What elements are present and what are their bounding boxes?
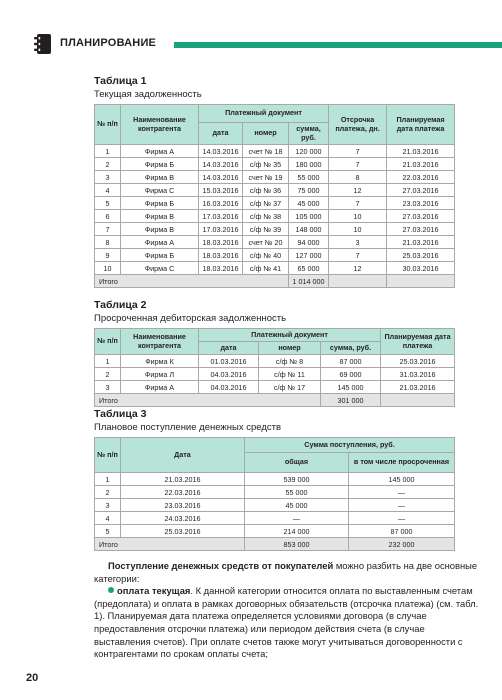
cell: 9 — [95, 249, 121, 262]
cell: 87 000 — [321, 355, 381, 368]
table2-subtitle: Просроченная дебиторская задолженность — [94, 313, 287, 324]
col-num: № п/п — [95, 105, 121, 145]
cell: 25.03.2016 — [381, 355, 455, 368]
cell: 04.03.2016 — [199, 368, 259, 381]
cell: 14.03.2016 — [199, 145, 243, 158]
col-number: номер — [259, 342, 321, 355]
cell: Фирма А — [121, 381, 199, 394]
cell: 1 — [95, 473, 121, 486]
cell: 55 000 — [245, 486, 349, 499]
col-date: дата — [199, 342, 259, 355]
table1-caption: Таблица 1 — [94, 75, 147, 87]
page-header — [24, 32, 502, 58]
cell: 10 — [95, 262, 121, 275]
paragraph-current-payment — [94, 585, 479, 661]
cell: Фирма Б — [121, 158, 199, 171]
col-planned: Планируемая дата платежа — [387, 105, 455, 145]
cell: 45 000 — [289, 197, 329, 210]
table-row — [95, 486, 455, 499]
cell: Фирма С — [121, 262, 199, 275]
paragraph-text: . К данной категории относится оплата по выставленным счетам (предоплата) и оплата в рамках договорных обязательств (отсрочка платежа) (см. табл. 1). Планируемая дата платежа определяется условиями договора (в случае предоставления отсрочки платежа) или периодом действия счета (в случае выставления счетов). При оплате счетов также могут учитываться договоренности с контрагентами по срокам оплаты счета; — [94, 585, 479, 660]
table-overdue-receivables — [94, 328, 455, 407]
cell: — — [349, 486, 455, 499]
total-row — [95, 275, 455, 288]
cell: 17.03.2016 — [199, 223, 243, 236]
cell: 21.03.2016 — [381, 381, 455, 394]
col-name: Наименование контрагента — [121, 105, 199, 145]
table-row — [95, 197, 455, 210]
col-sum: Сумма поступления, руб. — [245, 438, 455, 453]
cell: 7 — [95, 223, 121, 236]
cell: 3 — [329, 236, 387, 249]
cell: 120 000 — [289, 145, 329, 158]
total-value: 1 014 000 — [289, 275, 329, 288]
col-planned: Планируемая дата платежа — [381, 329, 455, 355]
cell: 145 000 — [321, 381, 381, 394]
bullet-icon — [108, 587, 114, 593]
table2-caption: Таблица 2 — [94, 299, 147, 311]
cell: — — [245, 512, 349, 525]
cell: 22.03.2016 — [387, 171, 455, 184]
bold-term: Поступление денежных средств от покупателей — [108, 560, 334, 571]
cell: 23.03.2016 — [121, 499, 245, 512]
cell: счет № 20 — [243, 236, 289, 249]
table-row — [95, 262, 455, 275]
cell: Фирма Л — [121, 368, 199, 381]
cell: 7 — [329, 249, 387, 262]
cell: 539 000 — [245, 473, 349, 486]
header-accent-bar — [174, 42, 502, 48]
table-row — [95, 355, 455, 368]
body-text — [94, 560, 479, 661]
table-row — [95, 525, 455, 538]
paragraph-text: можно разбить на две основные категории: — [94, 560, 478, 584]
cell: Фирма А — [121, 145, 199, 158]
col-delay: Отсрочка платежа, дн. — [329, 105, 387, 145]
cell: Фирма Б — [121, 197, 199, 210]
cell: 25.03.2016 — [387, 249, 455, 262]
cell: с/ф № 40 — [243, 249, 289, 262]
cell: 45 000 — [245, 499, 349, 512]
cell: 27.03.2016 — [387, 210, 455, 223]
cell — [381, 394, 455, 407]
cell: 7 — [329, 197, 387, 210]
cell: Фирма В — [121, 171, 199, 184]
col-total: общая — [245, 453, 349, 473]
table-current-debt — [94, 104, 455, 288]
cell: счет № 19 — [243, 171, 289, 184]
cell: 10 — [329, 210, 387, 223]
cell: — — [349, 499, 455, 512]
page-number: 20 — [26, 672, 39, 684]
table-planned-receipts — [94, 437, 455, 551]
cell: 4 — [95, 184, 121, 197]
table1-subtitle: Текущая задолженность — [94, 89, 202, 100]
cell: с/ф № 41 — [243, 262, 289, 275]
cell: 75 000 — [289, 184, 329, 197]
cell: Фирма С — [121, 184, 199, 197]
cell: 01.03.2016 — [199, 355, 259, 368]
col-num: № п/п — [95, 438, 121, 473]
cell: 148 000 — [289, 223, 329, 236]
total-overdue: 232 000 — [349, 538, 455, 551]
cell: 2 — [95, 368, 121, 381]
section-title: ПЛАНИРОВАНИЕ — [60, 37, 157, 49]
table3-caption: Таблица 3 — [94, 408, 147, 420]
cell: 31.03.2016 — [381, 368, 455, 381]
cell: 23.03.2016 — [387, 197, 455, 210]
cell: 21.03.2016 — [387, 145, 455, 158]
col-sum: сумма, руб. — [289, 123, 329, 145]
cell: 3 — [95, 171, 121, 184]
cell: 12 — [329, 262, 387, 275]
cell: 2 — [95, 486, 121, 499]
cell: счет № 18 — [243, 145, 289, 158]
col-num: № п/п — [95, 329, 121, 355]
col-number: номер — [243, 123, 289, 145]
cell: 8 — [329, 171, 387, 184]
table-row — [95, 210, 455, 223]
cell: с/ф № 36 — [243, 184, 289, 197]
table-row — [95, 473, 455, 486]
cell: 4 — [95, 512, 121, 525]
cell: 21.03.2016 — [387, 158, 455, 171]
cell: 21.03.2016 — [121, 473, 245, 486]
total-label: Итого — [95, 394, 321, 407]
col-doc: Платежный документ — [199, 329, 381, 342]
cell: с/ф № 17 — [259, 381, 321, 394]
cell: 8 — [95, 236, 121, 249]
col-date: дата — [199, 123, 243, 145]
cell: 127 000 — [289, 249, 329, 262]
cell: 10 — [329, 223, 387, 236]
cell: 69 000 — [321, 368, 381, 381]
cell: 22.03.2016 — [121, 486, 245, 499]
cell: 30.03.2016 — [387, 262, 455, 275]
cell: 5 — [95, 197, 121, 210]
cell: Фирма В — [121, 223, 199, 236]
cell: с/ф № 37 — [243, 197, 289, 210]
cell: 25.03.2016 — [121, 525, 245, 538]
cell: 27.03.2016 — [387, 223, 455, 236]
total-value: 853 000 — [245, 538, 349, 551]
cell: Фирма Б — [121, 249, 199, 262]
cell: 18.03.2016 — [199, 262, 243, 275]
cell: 145 000 — [349, 473, 455, 486]
cell: 1 — [95, 355, 121, 368]
cell: 16.03.2016 — [199, 197, 243, 210]
cell: 17.03.2016 — [199, 210, 243, 223]
bold-term: оплата текущая — [117, 585, 191, 597]
cell: 65 000 — [289, 262, 329, 275]
col-sum: сумма, руб. — [321, 342, 381, 355]
cell — [387, 275, 455, 288]
cell: Фирма В — [121, 210, 199, 223]
cell: с/ф № 35 — [243, 158, 289, 171]
table-row — [95, 145, 455, 158]
table-row — [95, 223, 455, 236]
total-label: Итого — [95, 275, 289, 288]
cell: 27.03.2016 — [387, 184, 455, 197]
cell: 14.03.2016 — [199, 171, 243, 184]
cell: 214 000 — [245, 525, 349, 538]
cell — [329, 275, 387, 288]
cell: 3 — [95, 381, 121, 394]
table-row — [95, 236, 455, 249]
table-row — [95, 184, 455, 197]
table-row — [95, 499, 455, 512]
cell: 3 — [95, 499, 121, 512]
cell: 94 000 — [289, 236, 329, 249]
cell: 6 — [95, 210, 121, 223]
cell: Фирма К — [121, 355, 199, 368]
cell: 18.03.2016 — [199, 236, 243, 249]
col-name: Наименование контрагента — [121, 329, 199, 355]
cell: 180 000 — [289, 158, 329, 171]
table-row — [95, 512, 455, 525]
col-overdue: в том числе просроченная — [349, 453, 455, 473]
cell: 15.03.2016 — [199, 184, 243, 197]
total-row — [95, 538, 455, 551]
cell: 14.03.2016 — [199, 158, 243, 171]
total-row — [95, 394, 455, 407]
col-date: Дата — [121, 438, 245, 473]
table-row — [95, 171, 455, 184]
cell: 105 000 — [289, 210, 329, 223]
cell: 5 — [95, 525, 121, 538]
table3-subtitle: Плановое поступление денежных средств — [94, 422, 282, 433]
cell: с/ф № 11 — [259, 368, 321, 381]
paragraph-intro — [94, 560, 479, 585]
cell: с/ф № 8 — [259, 355, 321, 368]
table-row — [95, 249, 455, 262]
total-label: Итого — [95, 538, 245, 551]
cell: Фирма А — [121, 236, 199, 249]
table-row — [95, 368, 455, 381]
cell: 18.03.2016 — [199, 249, 243, 262]
cell: 1 — [95, 145, 121, 158]
col-doc: Платежный документ — [199, 105, 329, 123]
cell: 12 — [329, 184, 387, 197]
cell: с/ф № 39 — [243, 223, 289, 236]
cell: 87 000 — [349, 525, 455, 538]
cell: 24.03.2016 — [121, 512, 245, 525]
cell: с/ф № 38 — [243, 210, 289, 223]
cell: 7 — [329, 158, 387, 171]
cell: 2 — [95, 158, 121, 171]
cell: 55 000 — [289, 171, 329, 184]
cell: 7 — [329, 145, 387, 158]
cell: 21.03.2016 — [387, 236, 455, 249]
table-row — [95, 158, 455, 171]
cell: 04.03.2016 — [199, 381, 259, 394]
table-row — [95, 381, 455, 394]
total-value: 301 000 — [321, 394, 381, 407]
cell: — — [349, 512, 455, 525]
notebook-icon — [34, 33, 52, 55]
